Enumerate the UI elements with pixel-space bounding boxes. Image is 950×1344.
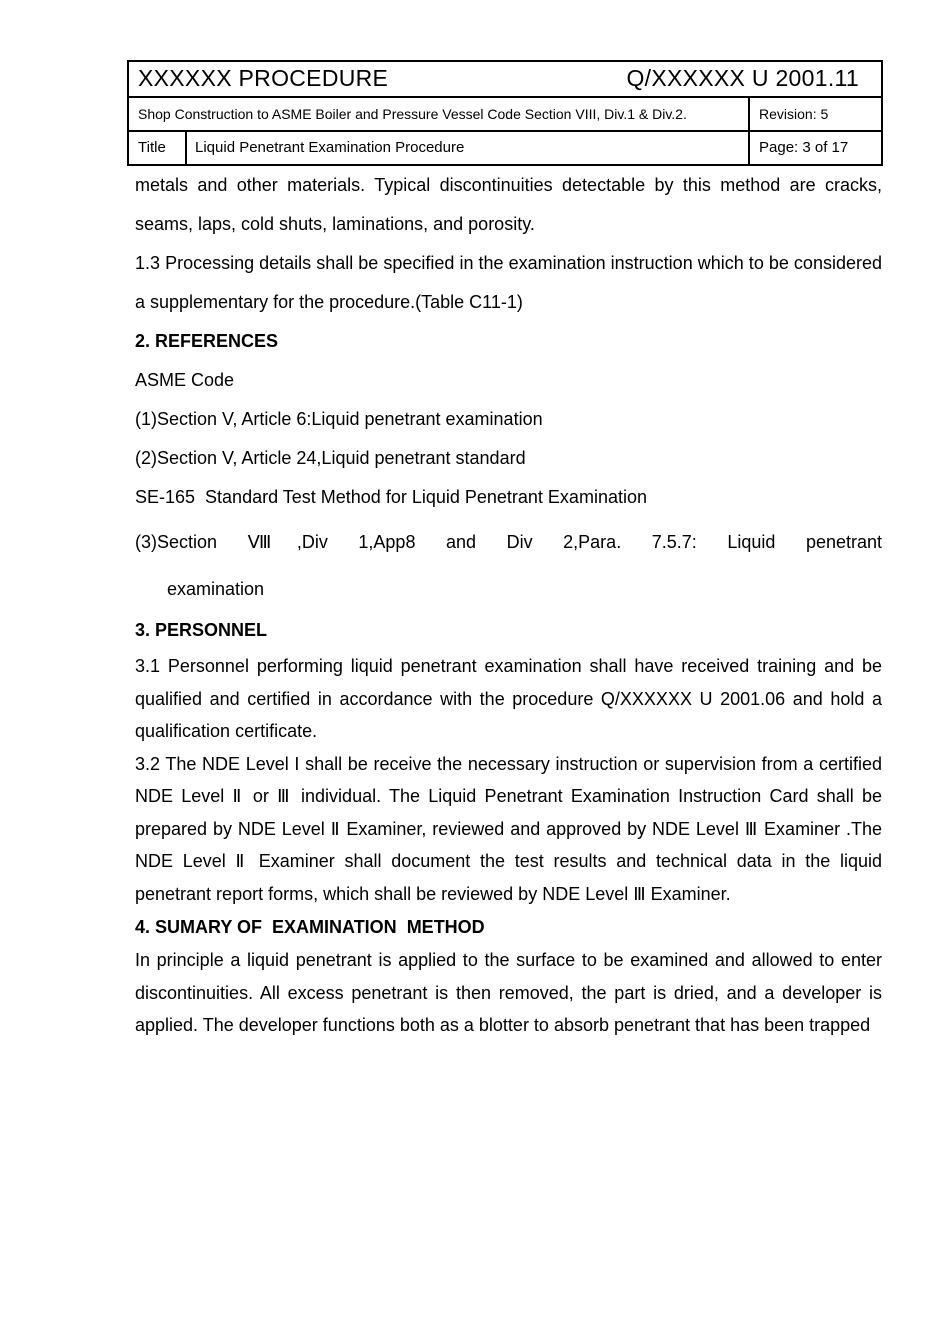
document-header-table bbox=[127, 60, 883, 166]
procedure-name: XXXXXX PROCEDURE bbox=[138, 65, 389, 91]
page-number: Page: 3 of 17 bbox=[759, 139, 849, 156]
section-2-heading: 2. REFERENCES bbox=[135, 331, 279, 351]
scope-text: Shop Construction to ASME Boiler and Pressure Vessel Code Section VIII, Div.1 & Div.2. bbox=[129, 98, 750, 130]
procedure-number: Q/XXXXXX U 2001.11 bbox=[626, 65, 859, 91]
revision-label: Revision: 5 bbox=[759, 106, 829, 122]
paragraph-intro: metals and other materials. Typical discontinuities detectable by this method are cracks, seams, laps, cold shuts, laminations, and porosity. bbox=[135, 175, 882, 234]
reference-asme-code: ASME Code bbox=[135, 370, 235, 390]
paragraph-4: In principle a liquid penetrant is applied to the surface to be examined and allowed to enter discontinuities. All excess penetrant is then removed, the part is dried, and a developer is applied. The developer functions both as a blotter to absorb penetrant that has been trapped bbox=[135, 950, 882, 1035]
paragraph-3-1: 3.1 Personnel performing liquid penetrant examination shall have received training and be qualified and certified in accordance with the procedure Q/XXXXXX U 2001.06 and hold a qualification certificate. bbox=[135, 656, 882, 741]
paragraph-3-2: 3.2 The NDE Level I shall be receive the necessary instruction or supervision from a certified NDE Level Ⅱ or Ⅲ individual. The Liquid Penetrant Examination Instruction Card shall be prepared by NDE Level Ⅱ Examiner, reviewed and approved by NDE Level Ⅲ Examiner .The NDE Level Ⅱ Examiner shall document the test results and technical data in the liquid penetrant report forms, which shall be reviewed by NDE Level Ⅲ Examiner. bbox=[135, 753, 882, 904]
section-4-heading: 4. SUMARY OF EXAMINATION METHOD bbox=[135, 917, 485, 937]
reference-item-3: (3)Section Ⅷ,Div 1,App8 and Div 2,Para. 7.5.7: Liquid penetrant bbox=[135, 532, 882, 552]
section-3-heading: 3. PERSONNEL bbox=[135, 620, 268, 640]
paragraph-1-3: 1.3 Processing details shall be specified in the examination instruction which to be considered a supplementary for the procedure.(Table C11-1) bbox=[135, 253, 882, 312]
document-body bbox=[135, 166, 882, 1042]
document-title: Liquid Penetrant Examination Procedure bbox=[187, 132, 750, 164]
reference-item-2: (2)Section V, Article 24,Liquid penetrant standard bbox=[135, 448, 526, 468]
title-label: Title bbox=[129, 132, 187, 164]
reference-se165: SE-165 Standard Test Method for Liquid Penetrant Examination bbox=[135, 487, 647, 507]
header-row-procedure bbox=[129, 62, 881, 96]
reference-item-3-continuation: examination bbox=[167, 579, 265, 599]
header-row-title bbox=[129, 130, 881, 164]
header-row-scope bbox=[129, 96, 881, 130]
reference-item-1: (1)Section V, Article 6:Liquid penetrant examination bbox=[135, 409, 543, 429]
